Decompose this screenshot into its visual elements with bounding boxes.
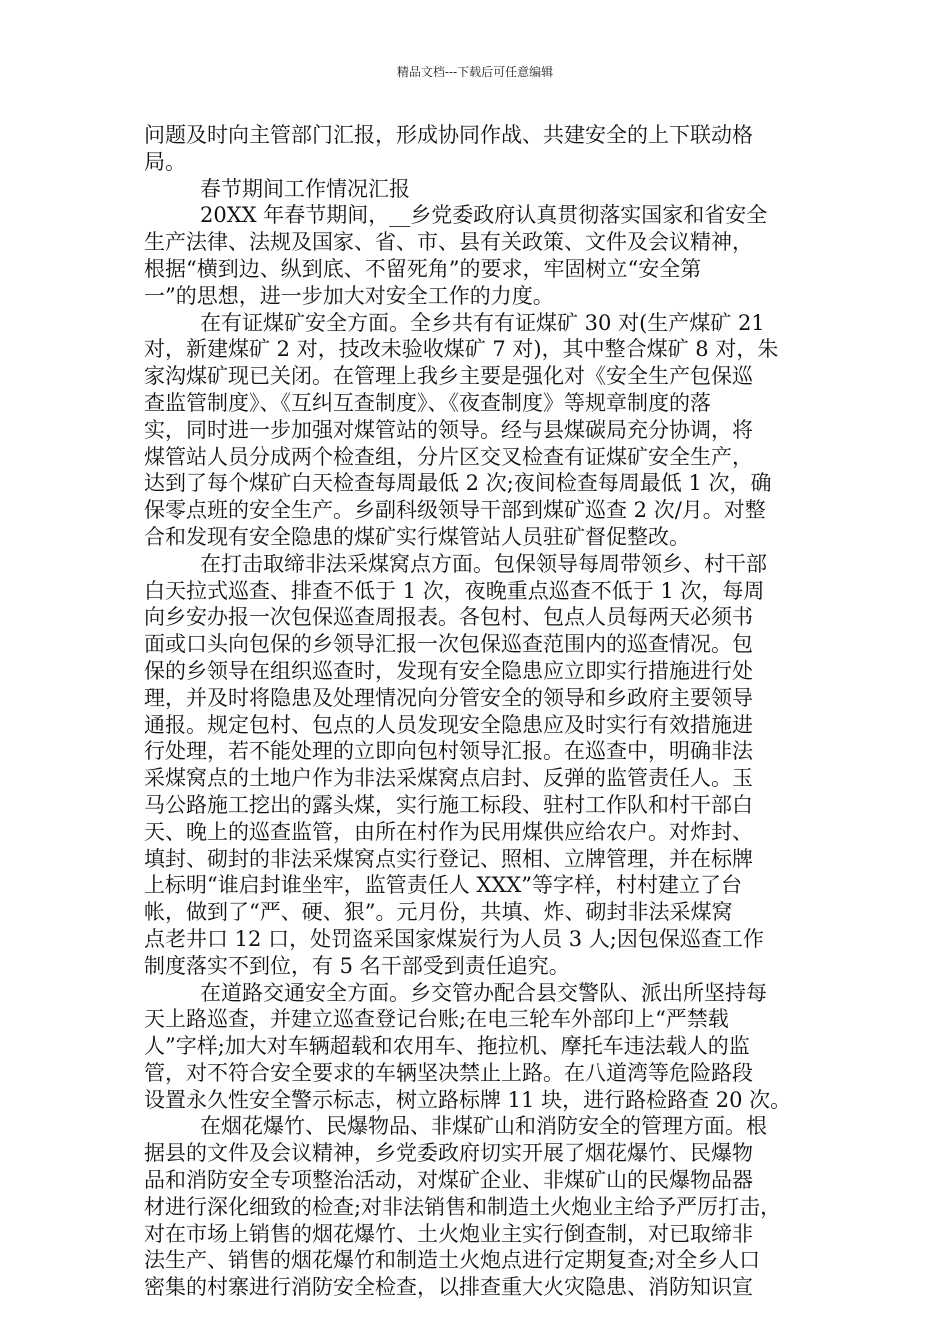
text-line: 点老井口 12 口，处罚盗采国家煤炭行为人员 3 人;因包保巡查工作	[144, 926, 764, 951]
page-header: 精品文档---下载后可任意编辑	[396, 65, 554, 79]
text-line: 面或口头向包保的乡领导汇报一次包保巡查范围内的巡查情况。包	[144, 632, 753, 657]
text-line: 实，同时进一步加强对煤管站的领导。经与县煤碳局充分协调，将	[144, 417, 753, 442]
text-line: 天、晚上的巡查监管，由所在村作为民用煤供应给农户。对炸封、	[144, 819, 753, 844]
text-line: 春节期间工作情况汇报	[200, 176, 410, 201]
text-line: 人”字样;加大对车辆超载和农用车、拖拉机、摩托车违法载人的监	[144, 1034, 750, 1059]
text-line: 设置永久性安全警示标志，树立路标牌 11 块，进行路检路查 20 次。	[144, 1087, 792, 1112]
text-line: 品和消防安全专项整治活动，对煤矿企业、非煤矿山的民爆物品器	[144, 1168, 753, 1193]
text-line: 法生产、销售的烟花爆竹和制造土火炮点进行定期复查;对全乡人口	[144, 1248, 761, 1273]
text-line: 采煤窝点的土地户作为非法采煤窝点启封、反弹的监管责任人。玉	[144, 766, 753, 791]
text-line: 帐，做到了“严、硬、狠”。元月份，共填、炸、砌封非法采煤窝	[144, 900, 733, 925]
text-line: 上标明“谁启封谁坐牢，监管责任人 XXX”等字样，村村建立了台	[144, 873, 742, 898]
text-line: 管，对不符合安全要求的车辆坚决禁止上路。在八道湾等危险路段	[144, 1060, 753, 1085]
text-line: 局。	[144, 149, 186, 174]
text-line: 保的乡领导在组织巡查时，发现有安全隐患应立即实行措施进行处	[144, 658, 753, 683]
text-line: 根据“横到边、纵到底、不留死角”的要求，牢固树立“安全第	[144, 256, 702, 281]
text-line: 查监管制度》、《互纠互查制度》、《夜查制度》等规章制度的落	[144, 390, 711, 415]
text-line: 家沟煤矿现已关闭。在管理上我乡主要是强化对《安全生产包保巡	[144, 364, 753, 389]
text-line: 向乡安办报一次包保巡查周报表。各包村、包点人员每两天必须书	[144, 605, 753, 630]
text-line: 对在市场上销售的烟花爆竹、土火炮业主实行倒查制，对已取缔非	[144, 1221, 753, 1246]
text-line: 白天拉式巡查、排查不低于 1 次，夜晚重点巡查不低于 1 次，每周	[144, 578, 765, 603]
text-line: 一”的思想，进一步加大对安全工作的力度。	[144, 283, 554, 308]
text-line: 材进行深化细致的检查;对非法销售和制造土火炮业主给予严厉打击，	[144, 1194, 782, 1219]
text-line: 行处理，若不能处理的立即向包村领导汇报。在巡查中，明确非法	[144, 739, 753, 764]
text-line: 据县的文件及会议精神，乡党委政府切实开展了烟花爆竹、民爆物	[144, 1141, 753, 1166]
text-line: 达到了每个煤矿白天检查每周最低 2 次;夜间检查每周最低 1 次，确	[144, 471, 772, 496]
text-line: 制度落实不到位，有 5 名干部受到责任追究。	[144, 953, 570, 978]
text-line: 马公路施工挖出的露头煤，实行施工标段、驻村工作队和村干部白	[144, 792, 753, 817]
text-line: 在打击取缔非法采煤窝点方面。包保领导每周带领乡、村干部	[200, 551, 767, 576]
text-line: 对，新建煤矿 2 对，技改未验收煤矿 7 对)，其中整合煤矿 8 对，朱	[144, 337, 779, 362]
text-line: 密集的村寨进行消防安全检查，以排查重大火灾隐患、消防知识宣	[144, 1275, 753, 1300]
text-line: 填封、砌封的非法采煤窝点实行登记、照相、立牌管理，并在标牌	[144, 846, 753, 871]
text-line: 生产法律、法规及国家、省、市、县有关政策、文件及会议精神，	[144, 230, 753, 255]
text-line: 20XX 年春节期间，__乡党委政府认真贯彻落实国家和省安全	[200, 203, 768, 228]
text-line: 在有证煤矿安全方面。全乡共有有证煤矿 30 对(生产煤矿 21	[200, 310, 765, 335]
text-line: 煤管站人员分成两个检查组，分片区交叉检查有证煤矿安全生产，	[144, 444, 753, 469]
text-line: 保零点班的安全生产。乡副科级领导干部到煤矿巡查 2 次/月。对整	[144, 498, 766, 523]
text-line: 在道路交通安全方面。乡交管办配合县交警队、派出所坚持每	[200, 980, 767, 1005]
text-line: 天上路巡查，并建立巡查登记台账;在电三轮车外部印上“严禁载	[144, 1007, 729, 1032]
text-line: 通报。规定包村、包点的人员发现安全隐患应及时实行有效措施进	[144, 712, 753, 737]
text-line: 问题及时向主管部门汇报，形成协同作战、共建安全的上下联动格	[144, 123, 753, 147]
document-body	[144, 122, 812, 1301]
text-line: 理，并及时将隐患及处理情况向分管安全的领导和乡政府主要领导	[144, 685, 753, 710]
text-line: 在烟花爆竹、民爆物品、非煤矿山和消防安全的管理方面。根	[200, 1114, 767, 1139]
text-line: 合和发现有安全隐患的煤矿实行煤管站人员驻矿督促整改。	[144, 524, 690, 549]
